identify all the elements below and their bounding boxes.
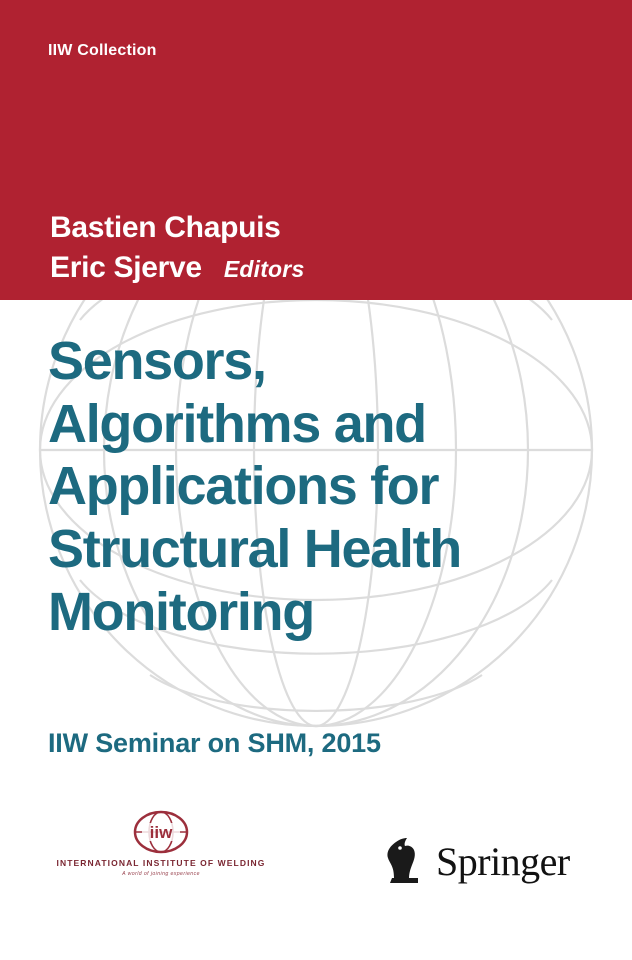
iiw-emblem-icon	[133, 810, 189, 854]
publisher-logo	[380, 836, 570, 886]
page-subtitle: IIW Seminar on SHM, 2015	[48, 728, 381, 758]
title-line-3: Applications for	[48, 456, 439, 517]
editors-block	[50, 208, 304, 288]
iiw-logo-line-2: A world of joining experience	[122, 871, 200, 877]
editors-role-label: Editors	[223, 255, 305, 282]
title-line-1: Sensors,	[48, 331, 266, 391]
series-label: IIW Collection	[48, 42, 157, 59]
editor-name-2-text: Eric Sjerve	[50, 250, 202, 284]
cover-header-band	[0, 0, 632, 300]
editor-name-2	[50, 248, 304, 288]
cover-body	[0, 300, 632, 960]
iiw-logo	[46, 810, 276, 877]
page-title	[48, 330, 568, 643]
publisher-name: Springer	[436, 838, 570, 884]
title-line-2: Algorithms and	[48, 393, 426, 454]
title-line-5: Monitoring	[48, 581, 314, 642]
springer-knight-icon	[380, 836, 424, 886]
svg-text:iiw: iiw	[149, 823, 173, 842]
title-line-4: Structural Health	[48, 518, 461, 579]
editor-name-1: Bastien Chapuis	[50, 211, 281, 244]
iiw-logo-line-1: INTERNATIONAL INSTITUTE OF WELDING	[56, 858, 266, 868]
